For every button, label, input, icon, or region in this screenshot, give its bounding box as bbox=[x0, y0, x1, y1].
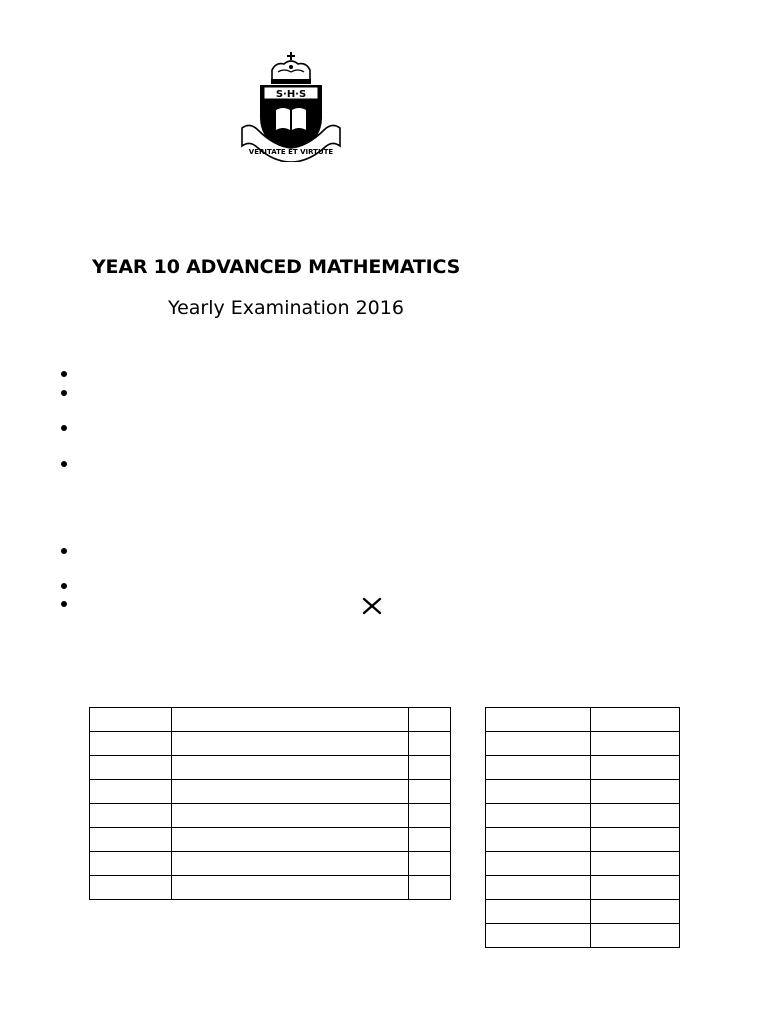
bullet-point bbox=[61, 583, 67, 589]
table-cell bbox=[591, 756, 680, 780]
table-cell bbox=[591, 780, 680, 804]
exam-title: YEAR 10 ADVANCED MATHEMATICS bbox=[92, 256, 461, 278]
table-cell bbox=[171, 732, 408, 756]
table-cell bbox=[90, 756, 172, 780]
school-crest-icon bbox=[240, 50, 342, 162]
table-cell bbox=[171, 852, 408, 876]
table-cell bbox=[486, 780, 591, 804]
table-cell bbox=[409, 804, 451, 828]
table-row bbox=[486, 708, 680, 732]
table-row bbox=[486, 756, 680, 780]
table-row bbox=[90, 756, 451, 780]
table-cell bbox=[171, 876, 408, 900]
table-cell bbox=[591, 828, 680, 852]
table-cell bbox=[409, 732, 451, 756]
table-cell bbox=[171, 804, 408, 828]
table-row bbox=[486, 828, 680, 852]
table-cell bbox=[90, 828, 172, 852]
table-cell bbox=[486, 828, 591, 852]
table-row bbox=[486, 900, 680, 924]
bullet-point bbox=[61, 601, 67, 607]
table-row bbox=[486, 732, 680, 756]
table-cell bbox=[171, 708, 408, 732]
table-cell bbox=[90, 708, 172, 732]
table-cell bbox=[591, 708, 680, 732]
table-row bbox=[90, 732, 451, 756]
table-cell bbox=[486, 852, 591, 876]
table-cell bbox=[486, 804, 591, 828]
table-row bbox=[486, 924, 680, 948]
table-cell bbox=[171, 828, 408, 852]
bullet-point bbox=[61, 548, 67, 554]
table-row bbox=[90, 804, 451, 828]
bullet-point bbox=[61, 390, 67, 396]
table-cell bbox=[486, 732, 591, 756]
table-row bbox=[486, 852, 680, 876]
bullet-point bbox=[61, 425, 67, 431]
marks-table-right bbox=[485, 707, 680, 948]
bullet-point bbox=[61, 371, 67, 377]
table-cell bbox=[171, 780, 408, 804]
table-cell bbox=[90, 804, 172, 828]
table-cell bbox=[486, 900, 591, 924]
table-row bbox=[486, 780, 680, 804]
table-cell bbox=[486, 876, 591, 900]
bullet-point bbox=[61, 461, 67, 467]
table-cell bbox=[591, 732, 680, 756]
table-row bbox=[90, 876, 451, 900]
table-cell bbox=[591, 924, 680, 948]
exam-subtitle: Yearly Examination 2016 bbox=[168, 297, 404, 319]
table-cell bbox=[409, 828, 451, 852]
table-cell bbox=[591, 900, 680, 924]
table-cell bbox=[171, 756, 408, 780]
table-cell bbox=[486, 924, 591, 948]
table-cell bbox=[409, 780, 451, 804]
table-cell bbox=[90, 732, 172, 756]
table-cell bbox=[90, 852, 172, 876]
cross-mark-icon bbox=[361, 595, 383, 617]
marks-table-left bbox=[89, 707, 451, 900]
table-cell bbox=[409, 708, 451, 732]
table-cell bbox=[486, 708, 591, 732]
table-cell bbox=[591, 876, 680, 900]
table-row bbox=[90, 780, 451, 804]
table-cell bbox=[90, 780, 172, 804]
table-cell bbox=[591, 852, 680, 876]
table-row bbox=[90, 708, 451, 732]
crest-banner-text: S·H·S bbox=[275, 89, 307, 100]
table-cell bbox=[90, 876, 172, 900]
table-row bbox=[90, 852, 451, 876]
table-cell bbox=[591, 804, 680, 828]
table-row bbox=[486, 804, 680, 828]
table-cell bbox=[409, 852, 451, 876]
table-cell bbox=[409, 876, 451, 900]
crest-motto: VERITATE ET VIRTUTE bbox=[248, 148, 334, 156]
table-cell bbox=[486, 756, 591, 780]
table-row bbox=[90, 828, 451, 852]
table-row bbox=[486, 876, 680, 900]
table-cell bbox=[409, 756, 451, 780]
